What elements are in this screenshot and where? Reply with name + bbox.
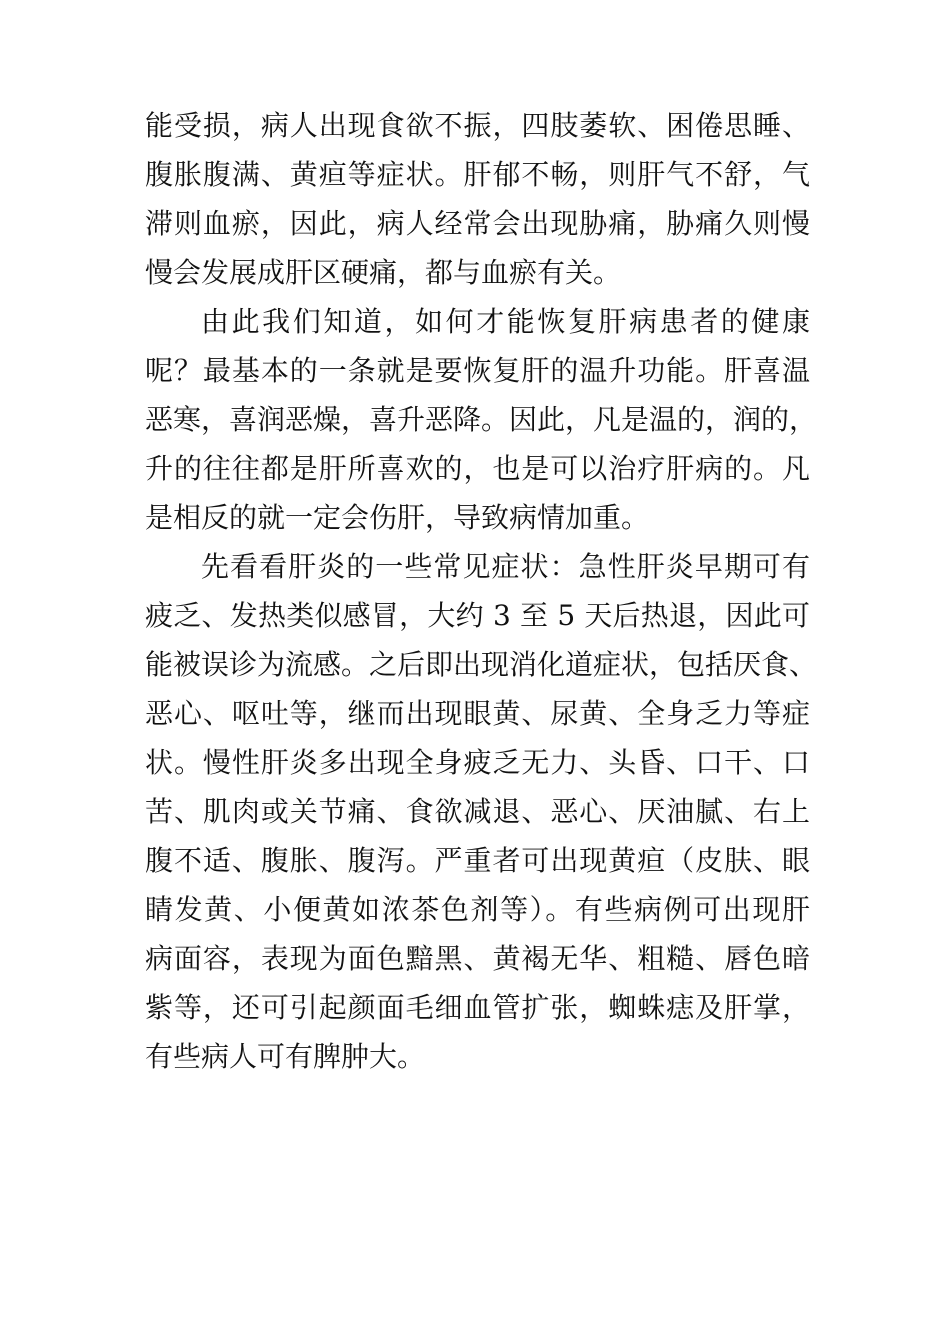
text-line: 升的往往都是肝所喜欢的，也是可以治疗肝病的。凡 xyxy=(145,452,810,485)
text-line: 紫等，还可引起颜面毛细血管扩张，蜘蛛痣及肝掌， xyxy=(145,991,810,1024)
text-line: 呢？最基本的一条就是要恢复肝的温升功能。肝喜温 xyxy=(145,354,810,387)
text-line: 睛发黄、小便黄如浓茶色剂等）。有些病例可出现肝 xyxy=(145,893,810,926)
document-body xyxy=(145,101,818,1081)
text-line: 苦、肌肉或关节痛、食欲减退、恶心、厌油腻、右上 xyxy=(145,795,810,828)
text-line: 能被误诊为流感。之后即出现消化道症状，包括厌食、 xyxy=(145,648,818,681)
text-line: 由此我们知道，如何才能恢复肝病患者的健康 xyxy=(201,305,810,338)
paragraph-3 xyxy=(145,542,818,1081)
text-line: 滞则血瘀，因此，病人经常会出现胁痛，胁痛久则慢 xyxy=(145,207,810,240)
text-line: 是相反的就一定会伤肝，导致病情加重。 xyxy=(145,501,650,534)
text-line: 疲乏、发热类似感冒，大约 3 至 5 天后热退，因此可 xyxy=(145,599,810,632)
text-line: 病面容，表现为面色黯黑、黄褐无华、粗糙、唇色暗 xyxy=(145,942,810,975)
text-line: 慢会发展成肝区硬痛，都与血瘀有关。 xyxy=(145,256,622,289)
text-line: 先看看肝炎的一些常见症状：急性肝炎早期可有 xyxy=(201,550,810,583)
text-line: 能受损，病人出现食欲不振，四肢萎软、困倦思睡、 xyxy=(145,109,810,142)
text-line: 腹不适、腹胀、腹泻。严重者可出现黄疸（皮肤、眼 xyxy=(145,844,810,877)
paragraph-1 xyxy=(145,101,810,297)
text-line: 有些病人可有脾肿大。 xyxy=(145,1040,426,1073)
text-line: 腹胀腹满、黄疸等症状。肝郁不畅，则肝气不舒，气 xyxy=(145,158,810,191)
text-line: 恶心、呕吐等，继而出现眼黄、尿黄、全身乏力等症 xyxy=(145,697,810,730)
paragraph-2 xyxy=(145,297,818,542)
text-line: 恶寒，喜润恶燥，喜升恶降。因此，凡是温的，润的， xyxy=(145,403,818,436)
text-line: 状。慢性肝炎多出现全身疲乏无力、头昏、口干、口 xyxy=(145,746,810,779)
